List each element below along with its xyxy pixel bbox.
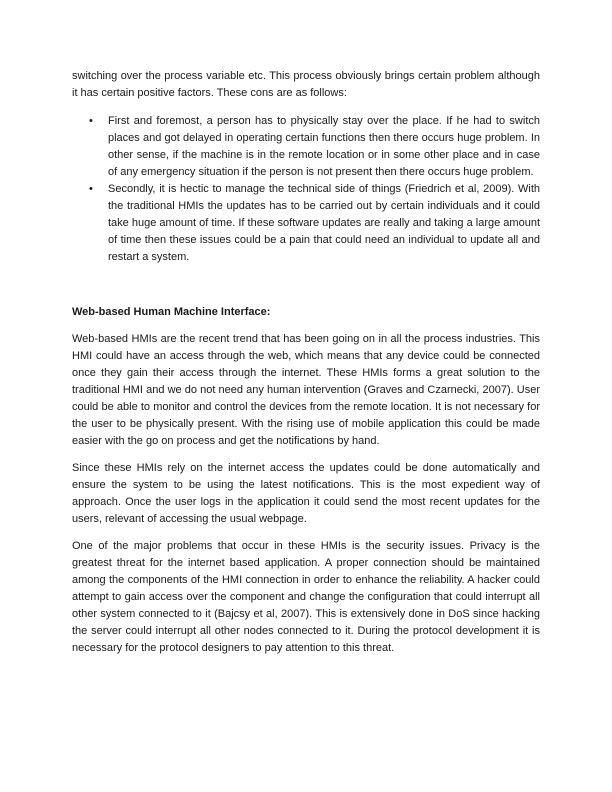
body-paragraph: Since these HMIs rely on the internet access the updates could be done automatically and ensure the system to be using the latest notifications. This is the most expedient way of approach. Once the user logs in the application it could send the most recent updates for the users, relevant of accessing the usual webpage. bbox=[72, 462, 540, 525]
list-item-text: First and foremost, a person has to physically stay over the place. If he had to switch places and got delayed in operating certain functions then there occurs huge problem. In other sense, if the machine is in the remote location or in some other place and in case of any emergency situation if the person is not present then there occurs huge problem. bbox=[108, 115, 540, 178]
list-item-text: Secondly, it is hectic to manage the technical side of things (Friedrich et al, 2009). With the traditional HMIs the updates has to be carried out by certain individuals and it could take huge amount of time. If these software updates are really and taking a large amount of time then these issues could be a pain that could need an individual to update all and restart a system. bbox=[108, 183, 540, 263]
document-page bbox=[72, 68, 540, 667]
section-heading: Web-based Human Machine Interface: bbox=[72, 306, 271, 318]
bullet-icon: • bbox=[89, 183, 93, 195]
body-paragraph: Web-based HMIs are the recent trend that has been going on in all the process industries. This HMI could have an access through the web, which means that any device could be connected once they gain their access through the internet. These HMIs forms a great solution to the traditional HMI and we do not need any human intervention (Graves and Czarnecki, 2007). User could be able to monitor and control the devices from the remote location. It is not necessary for the user to be physically present. With the rising use of mobile application this could be made easier with the go on process and get the notifications by hand. bbox=[72, 333, 540, 447]
body-paragraph: One of the major problems that occur in these HMIs is the security issues. Privacy is the greatest threat for the internet based application. A proper connection should be maintained among the components of the HMI connection in order to enhance the reliability. A hacker could attempt to gain access over the component and change the configuration that could interrupt all other system connected to it (Bajcsy et al, 2007). This is extensively done in DoS since hacking the server could interrupt all other nodes connected to it. During the protocol development it is necessary for the protocol designers to pay attention to this threat. bbox=[72, 540, 540, 654]
cons-list bbox=[72, 113, 540, 266]
intro-paragraph: switching over the process variable etc. This process obviously brings certain problem although it has certain positive factors. These cons are as follows: bbox=[72, 70, 540, 99]
bullet-icon: • bbox=[89, 115, 93, 127]
list-item bbox=[72, 181, 540, 266]
list-item bbox=[72, 113, 540, 181]
